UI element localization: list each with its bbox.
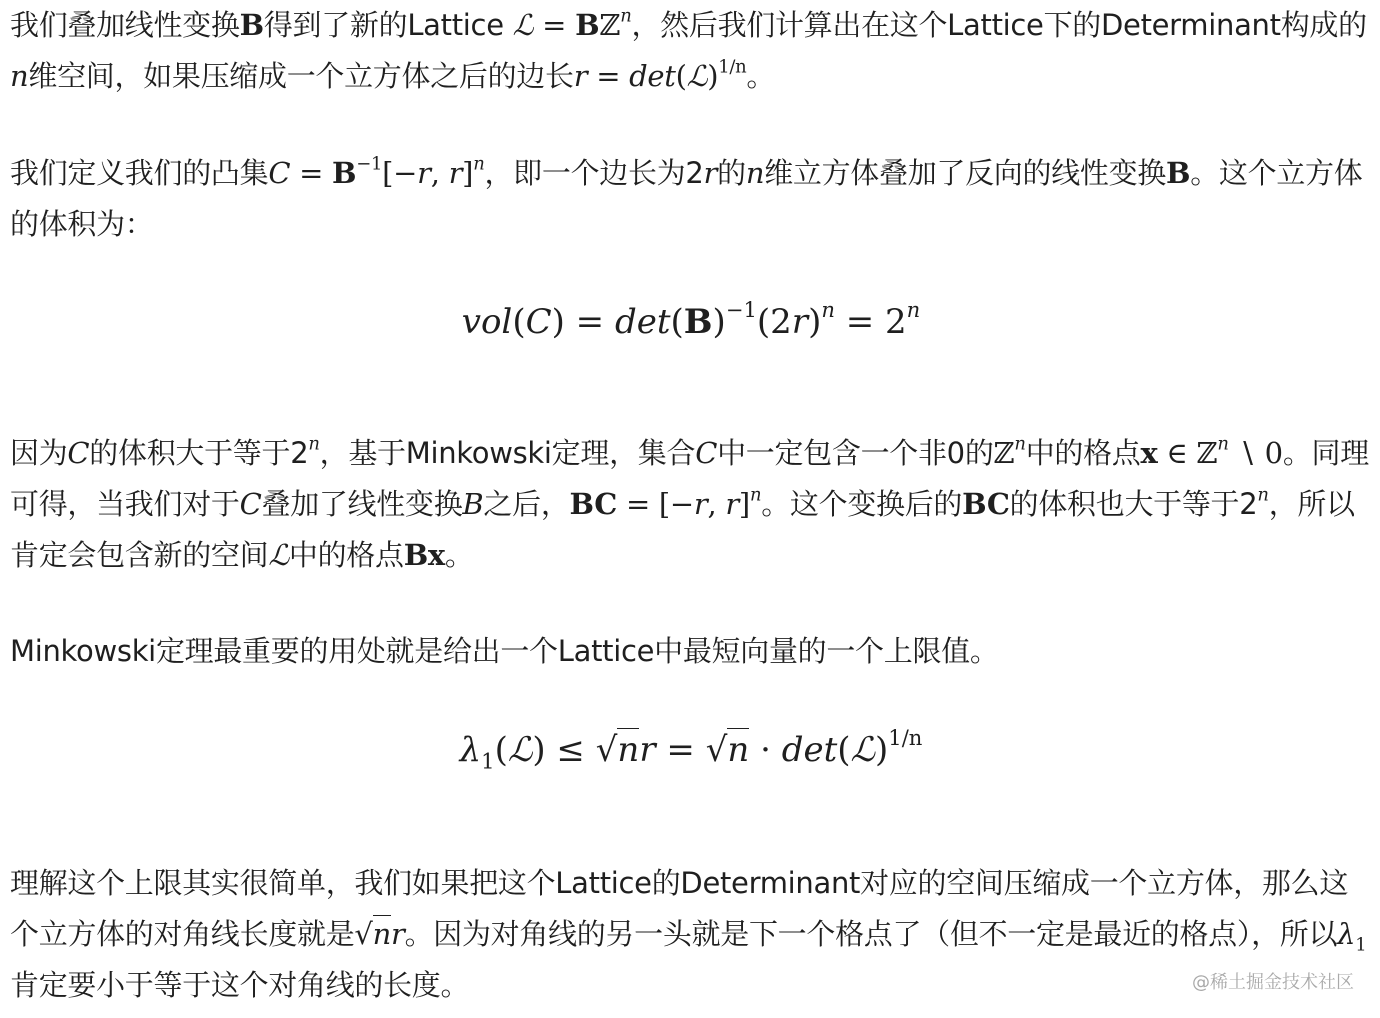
math-symbol: r	[791, 302, 809, 342]
text: 我们叠加线性变换	[10, 8, 240, 42]
text: ，所以肯定会包含新的空间	[10, 487, 1355, 572]
math-superscript: n	[1257, 484, 1269, 506]
math-symbol: [−	[382, 156, 418, 190]
math-symbol: C	[239, 487, 262, 521]
text: 。这个立方体的体积为：	[10, 156, 1363, 241]
math-symbol: r	[573, 59, 588, 93]
text: 中的格点	[1025, 436, 1141, 470]
math-symbol: ℒ	[268, 538, 289, 572]
math-superscript: n	[906, 297, 921, 323]
math-symbol: λ	[1337, 917, 1356, 951]
equation-upper-bound	[10, 720, 1372, 780]
text: 。	[444, 538, 474, 572]
math-symbol: λ	[459, 730, 482, 770]
math-symbol: )	[551, 302, 565, 342]
math-symbol: =	[564, 302, 615, 342]
math-symbol: (	[837, 730, 851, 770]
math-symbol: B	[332, 156, 357, 190]
text: 维空间，如果压缩成一个立方体之后的边长	[28, 59, 574, 93]
math-symbol: B	[1166, 156, 1191, 190]
text: 之后，	[483, 487, 570, 521]
text: 叠加了线性变换	[261, 487, 463, 521]
math-symbol: = 2	[834, 302, 907, 342]
math-symbol: ∈	[1157, 436, 1197, 470]
math-symbol: B	[239, 8, 264, 42]
math-symbol: det	[781, 730, 838, 770]
math-symbol: r	[703, 156, 718, 190]
math-symbol: x	[1140, 436, 1158, 470]
math-symbol: C	[525, 302, 552, 342]
math-superscript: n	[308, 433, 320, 455]
math-symbol: )	[808, 302, 822, 342]
math-symbol: )	[712, 302, 726, 342]
math-superscript: 1/n	[718, 56, 747, 78]
text: 肯定要小于等于这个对角线的长度。	[10, 968, 470, 1002]
text: ，然后我们计算出在这个Lattice下的Determinant构成的	[631, 8, 1367, 42]
paragraph-minkowski-theorem	[10, 428, 1372, 581]
math-symbol: B	[575, 8, 600, 42]
math-superscript: −1	[356, 153, 383, 175]
math-symbol: BC	[962, 487, 1010, 521]
text: 。因为对角线的另一头就是下一个格点了（但不一定是最近的格点），所以	[404, 917, 1338, 951]
math-symbol: r	[693, 487, 708, 521]
text: 的	[717, 156, 746, 190]
paragraph-explanation	[10, 858, 1372, 1011]
text: Minkowski定理最重要的用处就是给出一个Lattice中最短向量的一个上限值。	[10, 634, 999, 668]
paragraph-convex-set	[10, 148, 1372, 250]
paragraph-lattice-definition	[10, 0, 1372, 102]
math-symbol: )	[707, 59, 719, 93]
math-symbol: (	[494, 730, 508, 770]
math-superscript: n	[749, 484, 762, 506]
text: ，即一个边长为2	[484, 156, 704, 190]
math-symbol: r	[639, 730, 656, 770]
math-symbol: n	[727, 730, 750, 770]
math-superscript: n	[821, 297, 835, 323]
math-symbol: ℤ	[599, 8, 621, 42]
text: 的体积大于等于2	[89, 436, 309, 470]
math-symbol: ]	[738, 487, 750, 521]
math-symbol: vol	[461, 302, 513, 342]
math-symbol: BC	[569, 487, 618, 521]
math-symbol: n	[372, 917, 391, 951]
math-symbol: det	[614, 302, 671, 342]
math-symbol: r	[417, 156, 431, 190]
math-symbol: ℒ	[850, 730, 876, 770]
text: 。这个变换后的	[761, 487, 963, 521]
text: 的体积也大于等于2	[1009, 487, 1258, 521]
math-symbol: ℒ	[686, 59, 708, 93]
math-symbol: n	[745, 156, 765, 190]
math-symbol: ℒ	[507, 730, 533, 770]
paragraph-minkowski-usage	[10, 626, 999, 677]
equation-volume	[10, 292, 1372, 352]
math-symbol: B	[462, 487, 484, 521]
sqrt-symbol: √	[705, 730, 728, 770]
math-superscript: −1	[725, 297, 757, 323]
math-symbol: =	[655, 730, 706, 770]
math-symbol: )	[532, 730, 546, 770]
math-symbol: n	[10, 59, 29, 93]
math-symbol: r	[390, 917, 405, 951]
text: 中的格点	[288, 538, 404, 572]
math-symbol: Bx	[403, 538, 445, 572]
text: 理解这个上限其实很简单，我们如果把这个Lattice的Determinant对应的空间压缩成一个立方体，那么这个立方体的对角线长度就是	[10, 866, 1349, 951]
math-symbol: ,	[707, 487, 726, 521]
math-symbol: (	[512, 302, 526, 342]
math-symbol: =	[290, 156, 333, 190]
math-symbol: (	[675, 59, 687, 93]
math-symbol: ∖ 0	[1228, 436, 1283, 470]
math-symbol: (	[670, 302, 684, 342]
math-superscript: n	[473, 153, 485, 175]
text: 。同理可得，当我们对于	[10, 436, 1369, 521]
math-superscript: n	[1217, 433, 1229, 455]
math-symbol: C	[67, 436, 90, 470]
math-symbol: C	[268, 156, 291, 190]
math-symbol: ·	[749, 730, 782, 770]
math-symbol: )	[875, 730, 889, 770]
math-symbol: ℤ	[993, 436, 1015, 470]
math-symbol: ℒ	[512, 8, 534, 42]
math-superscript: n	[1014, 433, 1026, 455]
math-symbol: ℤ	[1196, 436, 1218, 470]
text: 得到了新的Lattice	[263, 8, 513, 42]
math-subscript: 1	[1355, 934, 1367, 956]
watermark: @稀土掘金技术社区	[1192, 972, 1354, 993]
sqrt-symbol: √	[354, 917, 373, 951]
math-symbol: B	[683, 302, 713, 342]
text: 中一定包含一个非0的	[717, 436, 994, 470]
text: 我们定义我们的凸集	[10, 156, 269, 190]
math-symbol: = [−	[617, 487, 694, 521]
math-symbol: (2	[756, 302, 792, 342]
sqrt-symbol: √	[595, 730, 618, 770]
math-symbol: ]	[462, 156, 474, 190]
math-superscript: 1/n	[888, 725, 923, 751]
math-symbol: n	[617, 730, 640, 770]
math-symbol: ,	[430, 156, 449, 190]
math-symbol: r	[725, 487, 739, 521]
math-superscript: n	[620, 5, 632, 27]
math-symbol: C	[695, 436, 718, 470]
math-subscript: 1	[481, 748, 495, 774]
text: 维立方体叠加了反向的线性变换	[764, 156, 1167, 190]
math-symbol: ≤	[545, 730, 596, 770]
text: 因为	[10, 436, 68, 470]
math-symbol: =	[533, 8, 576, 42]
math-symbol: det	[629, 59, 676, 93]
math-symbol: =	[587, 59, 630, 93]
text: 。	[746, 59, 776, 93]
math-symbol: r	[448, 156, 463, 190]
text: ，基于Minkowski定理，集合	[319, 436, 696, 470]
